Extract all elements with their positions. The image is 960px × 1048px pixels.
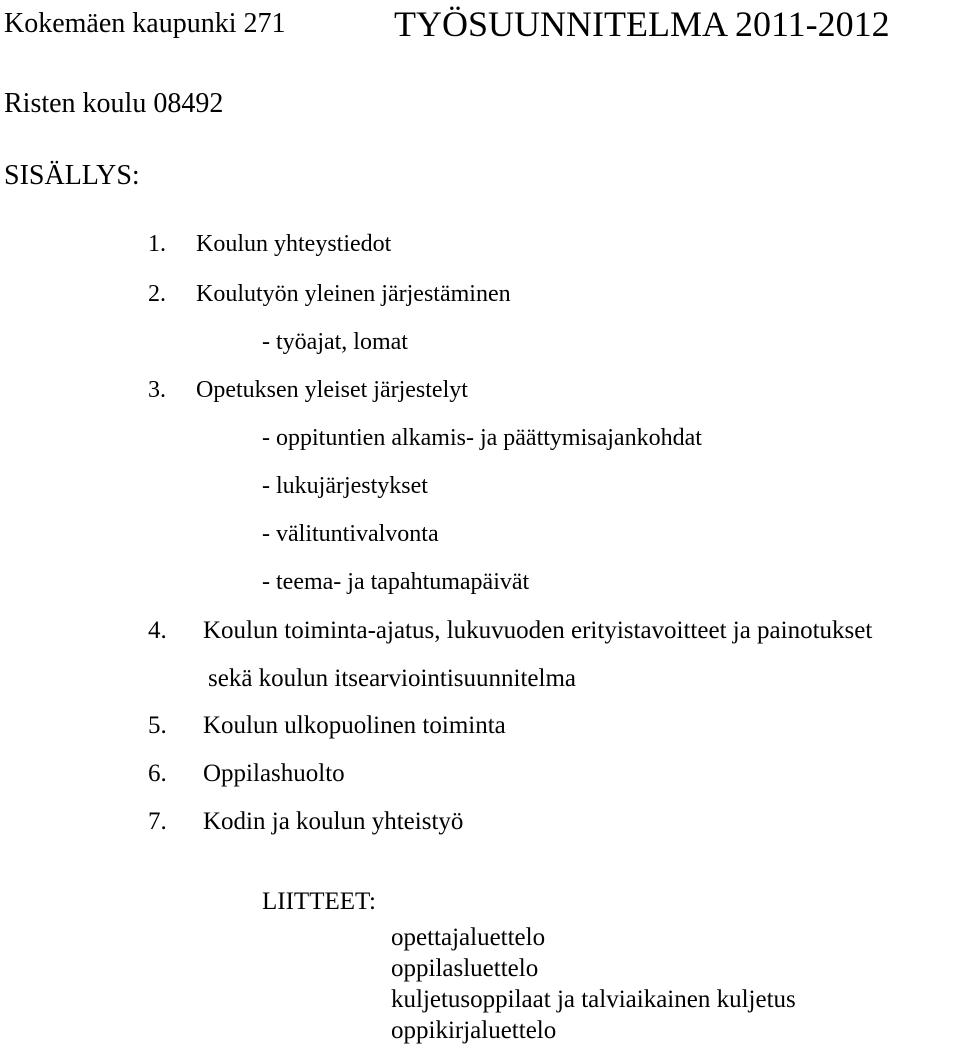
- contents-heading: SISÄLLYS:: [4, 160, 140, 191]
- document-title: TYÖSUUNNITELMA 2011-2012: [394, 4, 890, 44]
- item-1-label: Koulun yhteystiedot: [196, 231, 392, 257]
- item-6-number: 6.: [148, 760, 167, 787]
- item-1-number: 1.: [148, 231, 166, 257]
- item-2-label: Koulutyön yleinen järjestäminen: [196, 281, 511, 307]
- attachment-item: kuljetusoppilaat ja talviaikainen kuljetus: [391, 986, 796, 1013]
- item-3-label: Opetuksen yleiset järjestelyt: [196, 377, 468, 403]
- item-2-number: 2.: [148, 281, 166, 307]
- item-4-label: Koulun toiminta-ajatus, lukuvuoden erityistavoitteet ja painotukset: [203, 617, 873, 644]
- attachments-heading: LIITTEET:: [262, 888, 376, 915]
- item-3-number: 3.: [148, 377, 166, 403]
- item-2-subitem: - työajat, lomat: [262, 329, 408, 355]
- attachment-item: oppikirjaluettelo: [391, 1017, 557, 1044]
- item-7-number: 7.: [148, 808, 167, 835]
- item-4-continuation: sekä koulun itsearviointisuunnitelma: [208, 665, 576, 692]
- attachment-item: oppilasluettelo: [391, 955, 539, 982]
- item-6-label: Oppilashuolto: [203, 760, 345, 787]
- item-4-number: 4.: [148, 617, 167, 644]
- item-5-label: Koulun ulkopuolinen toiminta: [203, 712, 506, 739]
- item-3-subitem: - oppituntien alkamis- ja päättymisajankohdat: [262, 425, 702, 451]
- attachment-item: opettajaluettelo: [391, 924, 546, 951]
- item-7-label: Kodin ja koulun yhteistyö: [203, 808, 464, 835]
- city-header: Kokemäen kaupunki 271: [4, 8, 286, 39]
- school-name: Risten koulu 08492: [4, 88, 224, 119]
- item-3-subitem: - lukujärjestykset: [262, 473, 428, 499]
- item-5-number: 5.: [148, 712, 167, 739]
- item-3-subitem: - teema- ja tapahtumapäivät: [262, 569, 530, 595]
- item-3-subitem: - välituntivalvonta: [262, 521, 439, 547]
